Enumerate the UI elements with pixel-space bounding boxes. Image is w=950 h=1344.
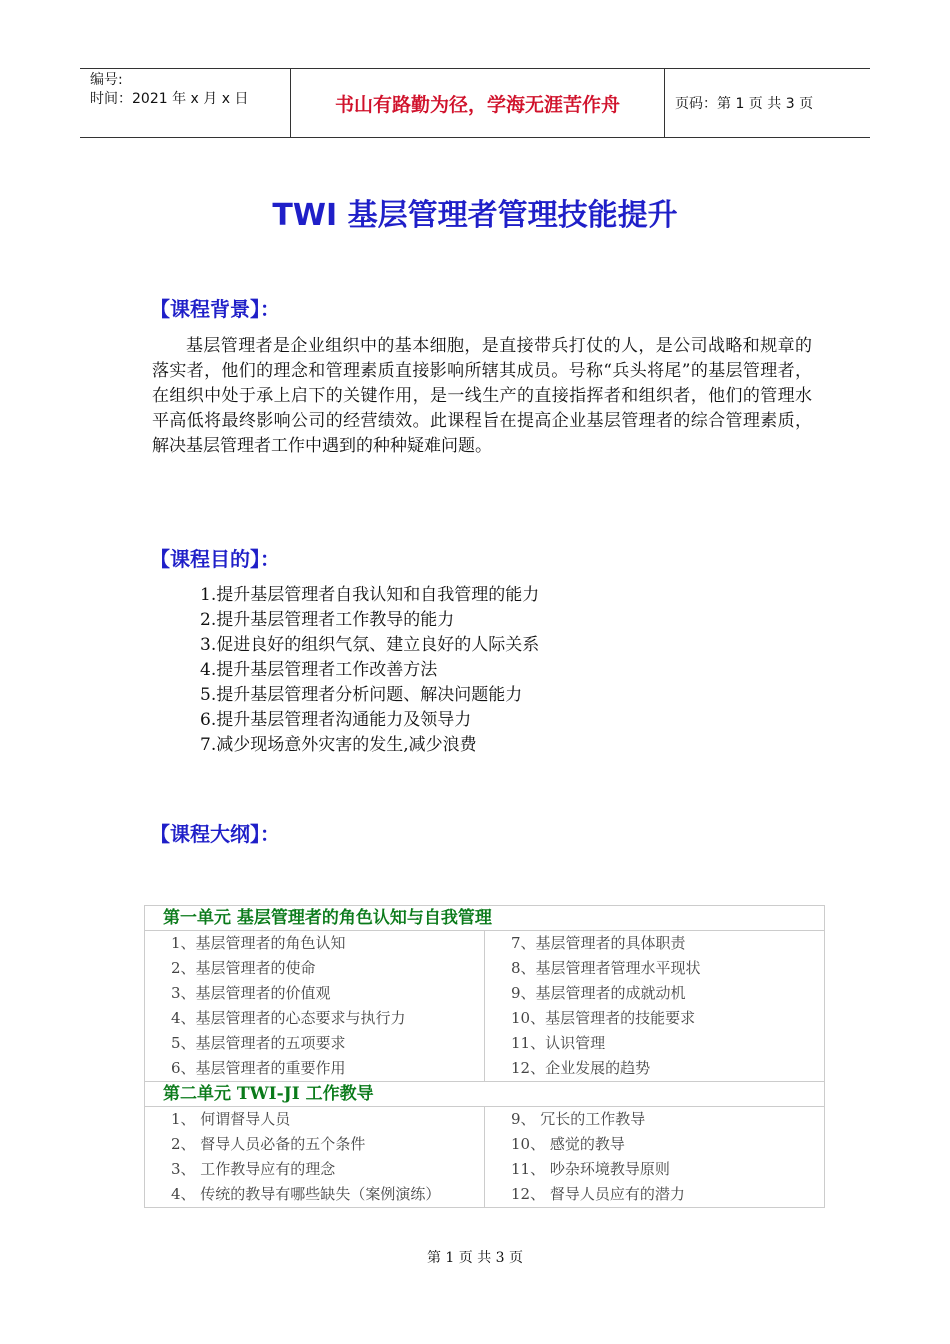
- outline-item: 1、 何谓督导人员: [171, 1110, 291, 1128]
- outline-item: 5、基层管理者的五项要求: [171, 1034, 346, 1052]
- outline-item: 4、 传统的教导有哪些缺失（案例演练）: [171, 1185, 441, 1203]
- outline-item: 10、基层管理者的技能要求: [511, 1009, 696, 1027]
- background-paragraph: 基层管理者是企业组织中的基本细胞，是直接带兵打仗的人，是公司战略和规章的落实者，他们的理念和管理素质直接影响所辖其成员。号称“兵头将尾”的基层管理者，在组织中处于承上启下的关键作用，是一线生产的直接指挥者和组织者，他们的管理水平高低将最终影响公司的经营绩效。此课程旨在提高企业基层管理者的综合管理素质，解决基层管理者工作中遇到的种种疑难问题。: [152, 336, 812, 456]
- goal-item: 2.提升基层管理者工作教导的能力: [200, 610, 455, 630]
- outline-item: 3、 工作教导应有的理念: [171, 1160, 336, 1178]
- document-title: TWI 基层管理者管理技能提升: [272, 198, 678, 233]
- goal-item: 6.提升基层管理者沟通能力及领导力: [200, 710, 472, 730]
- outline-item: 4、基层管理者的心态要求与执行力: [171, 1009, 406, 1027]
- goal-item: 5.提升基层管理者分析问题、解决问题能力: [200, 685, 523, 705]
- unit-title: 第一单元 基层管理者的角色认知与自我管理: [145, 906, 825, 931]
- unit-left-column: [145, 1107, 485, 1208]
- unit-right-column: [485, 1107, 825, 1208]
- outline-item: 1、基层管理者的角色认知: [171, 934, 346, 952]
- outline-item: 9、 冗长的工作教导: [511, 1110, 646, 1128]
- outline-item: 8、基层管理者管理水平现状: [511, 959, 701, 977]
- outline-item: 9、基层管理者的成就动机: [511, 984, 686, 1002]
- unit-title: 第二单元 TWI-JI 工作教导: [145, 1082, 825, 1107]
- outline-item: 12、企业发展的趋势: [511, 1059, 651, 1077]
- outline-item: 7、基层管理者的具体职责: [511, 934, 686, 952]
- header-table: [80, 68, 870, 138]
- outline-item: 10、 感觉的教导: [511, 1135, 625, 1153]
- outline-item: 2、 督导人员必备的五个条件: [171, 1135, 366, 1153]
- outline-table: [144, 905, 825, 1208]
- motto: 书山有路勤为径，学海无涯苦作舟: [291, 69, 665, 137]
- goal-item: 1.提升基层管理者自我认知和自我管理的能力: [200, 585, 540, 605]
- header-meta-cell: [80, 69, 291, 137]
- outline-item: 12、 督导人员应有的潜力: [511, 1185, 685, 1203]
- page-footer: 第 1 页 共 3 页: [426, 1250, 524, 1266]
- outline-heading: 【课程大纲】：: [150, 822, 280, 846]
- page-info: 页码：第 1 页 共 3 页: [675, 96, 814, 112]
- time-label: 时间：2021 年 x 月 x 日: [90, 91, 249, 107]
- outline-item: 2、基层管理者的使命: [171, 959, 316, 977]
- goal-item: 7.减少现场意外灾害的发生,减少浪费: [200, 735, 477, 755]
- goals-list: [200, 583, 539, 758]
- unit-right-column: [485, 931, 825, 1082]
- goals-heading: 【课程目的】：: [150, 547, 280, 571]
- outline-item: 11、 吵杂环境教导原则: [511, 1160, 670, 1178]
- unit-left-column: [145, 931, 485, 1082]
- outline-item: 11、认识管理: [511, 1034, 606, 1052]
- goal-item: 3.促进良好的组织气氛、建立良好的人际关系: [200, 635, 540, 655]
- number-label: 编号:: [90, 72, 123, 88]
- outline-item: 3、基层管理者的价值观: [171, 984, 331, 1002]
- goal-item: 4.提升基层管理者工作改善方法: [200, 660, 438, 680]
- outline-item: 6、基层管理者的重要作用: [171, 1059, 346, 1077]
- background-heading: 【课程背景】：: [150, 297, 280, 321]
